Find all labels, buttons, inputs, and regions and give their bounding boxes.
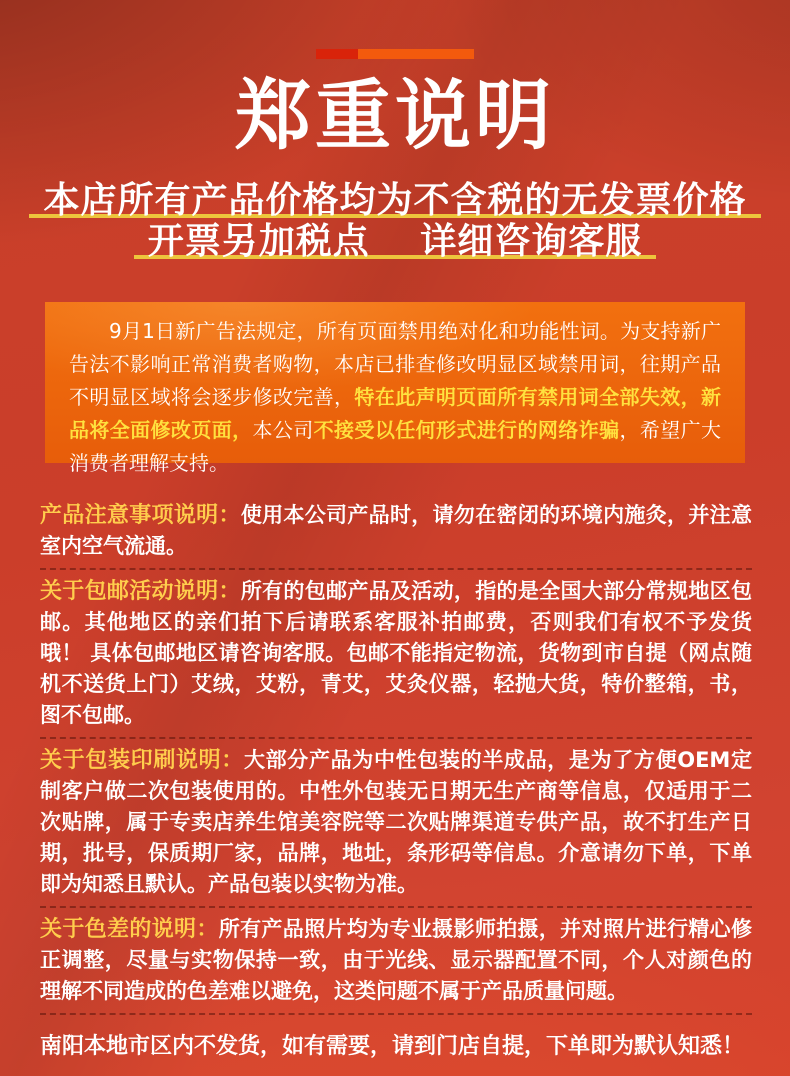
section-divider (40, 906, 752, 908)
section-body: 所有产品照片均为专业摄影师拍摄，并对照片进行精心修正调整，尽量与实物保持一致，由于光线、显示器配置不同，个人对颜色的理解不同造成的色差难以避免，这类问题不属于产品质量问题。 (40, 917, 752, 1003)
notice-highlight-text: 特在此声明页面所有禁用词全部失效，新品将全面修改页面， (69, 385, 722, 442)
subtitle-line-1: 本店所有产品价格均为不含税的无发票价格 (43, 180, 747, 221)
ad-law-notice-text (69, 315, 721, 480)
section-body: 大部分产品为中性包装的半成品，是为了方便OEM定制客户做二次包装使用的。中性外包装无日期无生产商等信息，仅适用于二次贴牌，属于专卖店养生馆美容院等二次贴牌渠道专供产品，故不打生产日期，批号，保质期厂家，品牌，地址，条形码等信息。介意请勿下单，下单即为知悉且默认。产品包装以实物为准。 (40, 748, 752, 896)
section-divider (40, 568, 752, 570)
notice-normal-text: 本公司 (252, 418, 314, 442)
deco-bar-red-segment (316, 49, 358, 59)
ad-law-notice-box (45, 302, 745, 475)
section-divider (40, 1013, 752, 1015)
notice-highlight-text: 不接受以任何形式进行的网络诈骗 (313, 418, 620, 442)
notice-section (40, 745, 752, 900)
title-deco-bar (316, 49, 474, 59)
section-divider (40, 737, 752, 739)
subtitle-line-2: 开票另加税点 详细咨询客服 (147, 221, 643, 262)
section-label: 产品注意事项说明： (40, 503, 241, 528)
section-label: 关于包邮活动说明： (40, 579, 241, 604)
notice-sections (40, 500, 752, 1067)
notice-normal-text: 9月1日新广告法规定，所有页面禁用绝对化和功能性词。为支持新广告法不影响正常消费者购物，本店已排查修改明显区域禁用词，往期产品不明显区域将会逐步修改完善， (69, 319, 721, 409)
section-body: 使用本公司产品时，请勿在密闭的环境内施灸，并注意室内空气流通。 (40, 503, 752, 558)
section-label: 关于色差的说明： (40, 917, 219, 942)
footer-local-pickup-notice: 南阳本地市区内不发货，如有需要，请到门店自提，下单即为默认知悉！ (40, 1034, 745, 1059)
section-body: 所有的包邮产品及活动，指的是全国大部分常规地区包邮。其他地区的亲们拍下后请联系客服补拍邮费，否则我们有权不予发货哦！ 具体包邮地区请咨询客服。包邮不能指定物流，货物到市自提（网点随机不送货上门）艾绒，艾粉，青艾，艾灸仪器，轻抛大货，特价整箱，书，图不包邮。 (40, 579, 752, 727)
page-title: 郑重说明 (235, 71, 555, 160)
section-label: 关于包装印刷说明： (40, 748, 244, 773)
notice-normal-text: ，希望广大消费者理解支持。 (69, 418, 722, 475)
notice-section (40, 576, 752, 731)
subtitle-block (0, 181, 790, 263)
notice-section (40, 914, 752, 1007)
deco-bar-orange-segment (358, 49, 474, 59)
notice-section (40, 500, 752, 562)
